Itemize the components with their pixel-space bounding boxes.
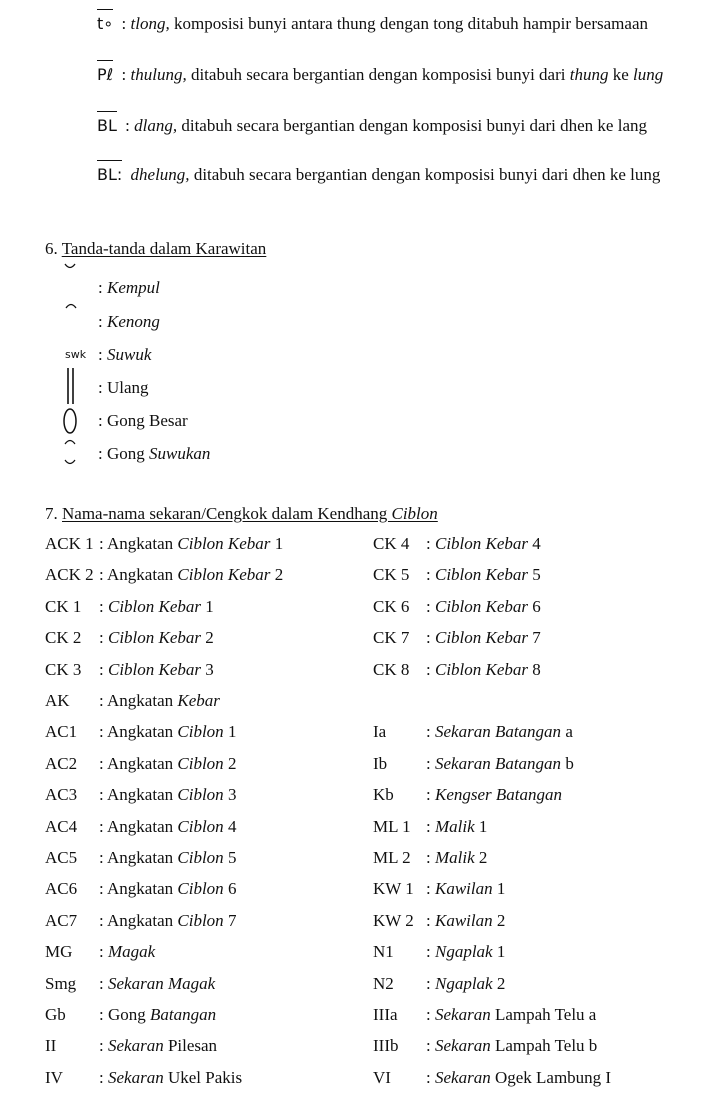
sekaran-code: VI xyxy=(373,1068,391,1087)
sekaran-description: : Ngaplak 1 xyxy=(426,942,506,961)
sekaran-code: Ia xyxy=(373,722,387,741)
legend-kenong: : Kenong xyxy=(98,312,160,331)
suwuk-icon: swk xyxy=(65,348,87,361)
definition-tlong: t∘ : tlong, komposisi bunyi antara thung dengan tong ditabuh hampir bersamaan xyxy=(97,14,648,33)
definition-dlang: BL : dlang, ditabuh secara bergantian dengan komposisi bunyi dari dhen ke lang xyxy=(97,116,647,135)
sekaran-description: : Ngaplak 2 xyxy=(426,974,506,993)
sekaran-description: : Malik 1 xyxy=(426,817,488,836)
sekaran-code: AC4 xyxy=(45,817,78,836)
sekaran-code: IIIa xyxy=(373,1005,398,1024)
sekaran-code: IV xyxy=(45,1068,63,1087)
definition-dhelung xyxy=(97,165,660,185)
sekaran-description: : Sekaran Batangan a xyxy=(426,722,573,741)
legend-gong-suwukan: : Gong Suwukan xyxy=(98,444,211,463)
sekaran-code: AC3 xyxy=(45,785,78,804)
definition-thulung: Pℓ : thulung, ditabuh secara bergantian dengan komposisi bunyi dari thung ke lung xyxy=(97,65,664,84)
kempul-icon xyxy=(63,262,77,272)
sekaran-description: : Kawilan 1 xyxy=(426,879,506,898)
legend-ulang: : Ulang xyxy=(98,378,149,397)
sekaran-description: : Kengser Batangan xyxy=(426,785,563,804)
sekaran-description: : Angkatan Ciblon 2 xyxy=(99,754,237,773)
dlang-symbol: BL xyxy=(97,116,117,135)
sekaran-code: AC6 xyxy=(45,879,78,898)
gong-besar-icon xyxy=(61,406,79,436)
sekaran-description: : Ciblon Kebar 1 xyxy=(99,597,214,616)
sekaran-description: : Angkatan Ciblon 6 xyxy=(99,879,237,898)
legend-suwuk: : Suwuk xyxy=(98,345,152,364)
sekaran-code: CK 8 xyxy=(373,660,410,679)
sekaran-code: Ib xyxy=(373,754,388,773)
sekaran-description: : Sekaran Lampah Telu b xyxy=(426,1036,598,1055)
sekaran-code: CK 3 xyxy=(45,660,82,679)
definition-desc: ditabuh secara bergantian dengan komposisi bunyi dari dhen ke lang xyxy=(181,116,647,135)
sekaran-description: : Sekaran Magak xyxy=(99,974,216,993)
sekaran-description: : Angkatan Ciblon 3 xyxy=(99,785,237,804)
sekaran-code: Kb xyxy=(373,785,394,804)
definition-term: tlong, xyxy=(130,14,170,33)
sekaran-description: : Angkatan Kebar xyxy=(99,691,220,710)
section-7-title: Nama-nama sekaran/Cengkok dalam Kendhang Ciblon xyxy=(62,504,438,523)
sekaran-code: CK 4 xyxy=(373,534,410,553)
sekaran-code: II xyxy=(45,1036,57,1055)
sekaran-description: : Sekaran Ogek Lambung I xyxy=(426,1068,612,1087)
section-6-heading: 6. Tanda-tanda dalam Karawitan xyxy=(45,239,267,258)
sekaran-code: ACK 1 xyxy=(45,534,94,553)
sekaran-code: N2 xyxy=(373,974,394,993)
sekaran-code: AC5 xyxy=(45,848,78,867)
definition-desc: komposisi bunyi antara thung dengan tong ditabuh hampir bersamaan xyxy=(173,14,648,33)
sekaran-description: : Angkatan Ciblon 5 xyxy=(99,848,237,867)
sekaran-code: AC1 xyxy=(45,722,78,741)
repeat-bar-icon xyxy=(64,366,78,406)
sekaran-description: : Ciblon Kebar 5 xyxy=(426,565,541,584)
dhelung-symbol: BL: xyxy=(97,165,123,184)
legend-gong-besar: : Gong Besar xyxy=(98,411,188,430)
sekaran-code: ML 2 xyxy=(373,848,411,867)
sekaran-description: : Sekaran Ukel Pakis xyxy=(99,1068,243,1087)
section-7-heading: 7. Nama-nama sekaran/Cengkok dalam Kendhang Ciblon xyxy=(45,504,438,523)
sekaran-code: CK 5 xyxy=(373,565,410,584)
sekaran-code: N1 xyxy=(373,942,394,961)
sekaran-description: : Magak xyxy=(99,942,156,961)
sekaran-description: : Angkatan Ciblon 4 xyxy=(99,817,237,836)
sekaran-description: : Angkatan Ciblon 7 xyxy=(99,911,237,930)
sekaran-description: : Ciblon Kebar 4 xyxy=(426,534,541,553)
definition-term: thulung, xyxy=(130,65,187,84)
definition-desc: ditabuh secara bergantian dengan komposisi bunyi dari thung ke lung xyxy=(190,65,664,84)
sekaran-description: : Ciblon Kebar 8 xyxy=(426,660,541,679)
sekaran-description: : Ciblon Kebar 3 xyxy=(99,660,214,679)
sekaran-description: : Angkatan Ciblon Kebar 2 xyxy=(99,565,284,584)
sekaran-code: ML 1 xyxy=(373,817,411,836)
tlong-symbol: t∘ xyxy=(97,14,114,33)
sekaran-description: : Kawilan 2 xyxy=(426,911,506,930)
sekaran-description: : Gong Batangan xyxy=(99,1005,217,1024)
sekaran-description: : Ciblon Kebar 7 xyxy=(426,628,541,647)
sekaran-description: : Ciblon Kebar 2 xyxy=(99,628,214,647)
sekaran-description: : Sekaran Batangan b xyxy=(426,754,574,773)
sekaran-description: : Malik 2 xyxy=(426,848,488,867)
sekaran-description: : Sekaran Lampah Telu a xyxy=(426,1005,597,1024)
sekaran-code: KW 2 xyxy=(373,911,414,930)
definition-term: dlang, xyxy=(134,116,178,135)
sekaran-code: CK 1 xyxy=(45,597,82,616)
sekaran-description: : Angkatan Ciblon Kebar 1 xyxy=(99,534,284,553)
sekaran-code: AC2 xyxy=(45,754,78,773)
sekaran-code: Gb xyxy=(45,1005,66,1024)
sekaran-code: MG xyxy=(45,942,73,961)
section-6-title: Tanda-tanda dalam Karawitan xyxy=(61,239,267,258)
gong-suwukan-icon xyxy=(62,436,78,470)
definition-term: dhelung, xyxy=(130,165,190,184)
thulung-symbol: Pℓ xyxy=(97,65,114,84)
sekaran-code: IIIb xyxy=(373,1036,399,1055)
sekaran-code: ACK 2 xyxy=(45,565,94,584)
kenong-icon xyxy=(64,300,78,310)
sekaran-description: : Ciblon Kebar 6 xyxy=(426,597,541,616)
sekaran-code: CK 7 xyxy=(373,628,410,647)
sekaran-code: KW 1 xyxy=(373,879,414,898)
sekaran-code: CK 6 xyxy=(373,597,410,616)
sekaran-description: : Sekaran Pilesan xyxy=(99,1036,218,1055)
sekaran-description: : Angkatan Ciblon 1 xyxy=(99,722,237,741)
definition-desc: ditabuh secara bergantian dengan komposisi bunyi dari dhen ke lung xyxy=(193,165,661,184)
sekaran-code: AK xyxy=(45,691,70,710)
sekaran-code: Smg xyxy=(45,974,77,993)
legend-kempul: : Kempul xyxy=(98,278,160,297)
sekaran-code: AC7 xyxy=(45,911,78,930)
sekaran-code: CK 2 xyxy=(45,628,82,647)
